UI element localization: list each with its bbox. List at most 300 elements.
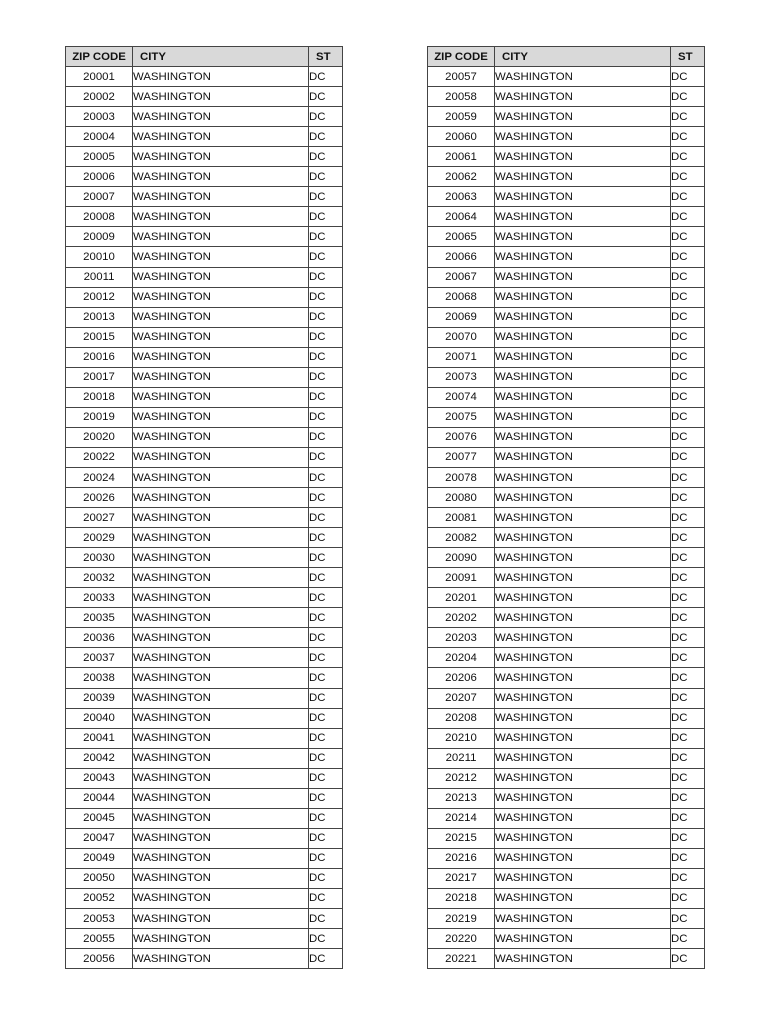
table-row [428,247,705,267]
zip-code-cell: 20024 [66,467,133,487]
table-row [428,848,705,868]
state-cell: DC [671,548,705,568]
table-row [428,528,705,548]
table-row [66,167,343,187]
zip-code-cell: 20027 [66,508,133,528]
state-cell: DC [309,327,343,347]
zip-table-left-body [66,67,343,969]
city-cell: WASHINGTON [133,728,309,748]
city-cell: WASHINGTON [495,367,671,387]
zip-code-cell: 20003 [66,107,133,127]
table-row [428,648,705,668]
state-cell: DC [671,588,705,608]
state-cell: DC [671,608,705,628]
state-cell: DC [309,788,343,808]
zip-code-cell: 20030 [66,548,133,568]
city-cell: WASHINGTON [133,708,309,728]
state-cell: DC [671,909,705,929]
zip-code-cell: 20066 [428,247,495,267]
city-cell: WASHINGTON [495,668,671,688]
zip-code-cell: 20057 [428,67,495,87]
zip-code-cell: 20005 [66,147,133,167]
city-cell: WASHINGTON [495,949,671,969]
zip-code-cell: 20082 [428,528,495,548]
state-cell: DC [671,207,705,227]
city-cell: WASHINGTON [133,788,309,808]
table-row [66,247,343,267]
state-cell: DC [671,688,705,708]
table-row [428,187,705,207]
city-header: CITY [133,47,309,67]
zip-code-cell: 20015 [66,327,133,347]
state-cell: DC [309,207,343,227]
table-row [66,708,343,728]
table-row [66,588,343,608]
city-cell: WASHINGTON [495,768,671,788]
city-cell: WASHINGTON [495,748,671,768]
city-cell: WASHINGTON [133,327,309,347]
city-cell: WASHINGTON [495,387,671,407]
city-cell: WASHINGTON [133,748,309,768]
zip-code-cell: 20201 [428,588,495,608]
state-cell: DC [309,67,343,87]
city-cell: WASHINGTON [495,227,671,247]
state-cell: DC [671,387,705,407]
city-cell: WASHINGTON [133,508,309,528]
city-cell: WASHINGTON [495,167,671,187]
city-cell: WASHINGTON [133,407,309,427]
zip-code-cell: 20020 [66,427,133,447]
city-cell: WASHINGTON [133,127,309,147]
zip-code-cell: 20011 [66,267,133,287]
city-cell: WASHINGTON [495,307,671,327]
city-cell: WASHINGTON [133,949,309,969]
state-cell: DC [671,808,705,828]
state-cell: DC [309,367,343,387]
zip-code-cell: 20218 [428,888,495,908]
city-cell: WASHINGTON [495,608,671,628]
table-row [66,307,343,327]
state-cell: DC [309,267,343,287]
table-row [428,929,705,949]
state-cell: DC [309,387,343,407]
state-cell: DC [309,588,343,608]
state-cell: DC [309,848,343,868]
city-cell: WASHINGTON [495,548,671,568]
state-cell: DC [309,447,343,467]
table-row [428,387,705,407]
city-cell: WASHINGTON [133,868,309,888]
city-cell: WASHINGTON [133,808,309,828]
state-cell: DC [309,307,343,327]
zip-code-cell: 20045 [66,808,133,828]
city-cell: WASHINGTON [495,67,671,87]
zip-code-cell: 20090 [428,548,495,568]
table-row [428,367,705,387]
state-cell: DC [671,267,705,287]
city-cell: WASHINGTON [495,427,671,447]
zip-code-cell: 20217 [428,868,495,888]
city-cell: WASHINGTON [495,909,671,929]
state-cell: DC [671,247,705,267]
city-cell: WASHINGTON [495,127,671,147]
state-cell: DC [671,949,705,969]
city-cell: WASHINGTON [495,407,671,427]
city-cell: WASHINGTON [133,347,309,367]
table-row [428,447,705,467]
city-cell: WASHINGTON [133,929,309,949]
city-cell: WASHINGTON [495,327,671,347]
zip-code-cell: 20210 [428,728,495,748]
state-cell: DC [671,848,705,868]
zip-code-cell: 20211 [428,748,495,768]
state-cell: DC [309,467,343,487]
state-cell: DC [309,107,343,127]
city-cell: WASHINGTON [495,147,671,167]
zip-code-cell: 20016 [66,347,133,367]
city-cell: WASHINGTON [133,828,309,848]
table-row [428,307,705,327]
state-cell: DC [309,147,343,167]
table-row [66,828,343,848]
city-cell: WASHINGTON [495,87,671,107]
zip-code-cell: 20009 [66,227,133,247]
zip-code-cell: 20008 [66,207,133,227]
city-cell: WASHINGTON [133,227,309,247]
state-cell: DC [671,467,705,487]
state-cell: DC [671,87,705,107]
zip-code-cell: 20001 [66,67,133,87]
state-cell: DC [671,187,705,207]
zip-code-cell: 20044 [66,788,133,808]
table-row [428,147,705,167]
table-row [66,568,343,588]
table-row [66,909,343,929]
city-cell: WASHINGTON [133,628,309,648]
table-row [66,488,343,508]
zip-code-cell: 20053 [66,909,133,929]
state-cell: DC [309,688,343,708]
zip-code-cell: 20061 [428,147,495,167]
zip-code-cell: 20041 [66,728,133,748]
table-row [428,287,705,307]
state-cell: DC [671,708,705,728]
state-cell: DC [309,929,343,949]
table-row [428,87,705,107]
table-row [66,888,343,908]
zip-code-cell: 20029 [66,528,133,548]
table-row [66,387,343,407]
state-cell: DC [671,568,705,588]
state-cell: DC [309,868,343,888]
zip-code-cell: 20069 [428,307,495,327]
city-cell: WASHINGTON [495,467,671,487]
city-cell: WASHINGTON [133,588,309,608]
city-cell: WASHINGTON [495,287,671,307]
zip-code-cell: 20018 [66,387,133,407]
zip-code-cell: 20012 [66,287,133,307]
zip-code-cell: 20203 [428,628,495,648]
zip-code-cell: 20202 [428,608,495,628]
state-cell: DC [671,447,705,467]
zip-code-header: ZIP CODE [66,47,133,67]
zip-code-cell: 20067 [428,267,495,287]
table-row [66,267,343,287]
zip-code-cell: 20091 [428,568,495,588]
table-row [66,367,343,387]
state-header: ST [309,47,343,67]
state-cell: DC [671,407,705,427]
zip-code-cell: 20063 [428,187,495,207]
city-cell: WASHINGTON [495,347,671,367]
zip-code-cell: 20059 [428,107,495,127]
zip-code-cell: 20215 [428,828,495,848]
table-row [66,788,343,808]
zip-code-cell: 20022 [66,447,133,467]
state-cell: DC [309,508,343,528]
city-cell: WASHINGTON [495,648,671,668]
state-cell: DC [671,427,705,447]
state-cell: DC [309,728,343,748]
zip-code-cell: 20013 [66,307,133,327]
zip-code-cell: 20070 [428,327,495,347]
table-row [66,427,343,447]
zip-code-cell: 20077 [428,447,495,467]
city-cell: WASHINGTON [495,828,671,848]
zip-code-cell: 20074 [428,387,495,407]
zip-code-cell: 20038 [66,668,133,688]
state-cell: DC [671,327,705,347]
zip-code-cell: 20065 [428,227,495,247]
state-cell: DC [309,127,343,147]
city-cell: WASHINGTON [133,909,309,929]
zip-code-cell: 20010 [66,247,133,267]
state-cell: DC [671,929,705,949]
zip-code-cell: 20043 [66,768,133,788]
city-cell: WASHINGTON [133,167,309,187]
state-cell: DC [309,888,343,908]
table-row [66,227,343,247]
table-row [66,147,343,167]
zip-code-cell: 20208 [428,708,495,728]
city-cell: WASHINGTON [133,147,309,167]
table-row [428,788,705,808]
state-cell: DC [309,949,343,969]
table-row [66,447,343,467]
state-cell: DC [671,307,705,327]
city-cell: WASHINGTON [495,888,671,908]
zip-code-cell: 20006 [66,167,133,187]
table-row [66,187,343,207]
zip-code-cell: 20220 [428,929,495,949]
city-cell: WASHINGTON [133,267,309,287]
zip-code-cell: 20214 [428,808,495,828]
zip-code-cell: 20073 [428,367,495,387]
table-row [428,207,705,227]
city-cell: WASHINGTON [495,107,671,127]
table-row [428,828,705,848]
state-cell: DC [671,888,705,908]
table-row [66,347,343,367]
state-cell: DC [309,808,343,828]
state-cell: DC [671,227,705,247]
zip-code-cell: 20042 [66,748,133,768]
table-row [428,728,705,748]
zip-code-cell: 20204 [428,648,495,668]
city-cell: WASHINGTON [133,447,309,467]
city-cell: WASHINGTON [495,868,671,888]
table-row [428,949,705,969]
city-cell: WASHINGTON [495,447,671,467]
state-cell: DC [309,407,343,427]
table-row [428,568,705,588]
table-row [66,668,343,688]
city-cell: WASHINGTON [495,808,671,828]
state-cell: DC [309,87,343,107]
table-row [66,608,343,628]
zip-code-cell: 20050 [66,868,133,888]
table-row [428,888,705,908]
state-cell: DC [309,488,343,508]
zip-code-cell: 20037 [66,648,133,668]
city-cell: WASHINGTON [133,87,309,107]
state-cell: DC [309,668,343,688]
city-cell: WASHINGTON [133,467,309,487]
city-cell: WASHINGTON [495,788,671,808]
city-cell: WASHINGTON [133,207,309,227]
state-cell: DC [671,347,705,367]
table-row [428,548,705,568]
zip-code-cell: 20056 [66,949,133,969]
state-cell: DC [309,287,343,307]
state-cell: DC [309,227,343,247]
table-row [66,508,343,528]
zip-code-cell: 20064 [428,207,495,227]
state-cell: DC [671,768,705,788]
zip-code-header: ZIP CODE [428,47,495,67]
zip-code-cell: 20055 [66,929,133,949]
zip-code-cell: 20017 [66,367,133,387]
zip-table-right-body [428,67,705,969]
header-row [66,47,343,67]
state-header: ST [671,47,705,67]
zip-code-cell: 20075 [428,407,495,427]
city-cell: WASHINGTON [495,728,671,748]
city-cell: WASHINGTON [133,387,309,407]
zip-code-cell: 20076 [428,427,495,447]
city-cell: WASHINGTON [133,688,309,708]
table-row [66,127,343,147]
table-row [428,688,705,708]
city-cell: WASHINGTON [495,708,671,728]
state-cell: DC [671,167,705,187]
zip-code-cell: 20033 [66,588,133,608]
table-row [428,628,705,648]
table-row [428,347,705,367]
state-cell: DC [671,127,705,147]
state-cell: DC [309,427,343,447]
state-cell: DC [309,708,343,728]
state-cell: DC [309,748,343,768]
table-row [66,929,343,949]
table-row [428,127,705,147]
zip-code-cell: 20081 [428,508,495,528]
table-row [66,548,343,568]
city-cell: WASHINGTON [495,588,671,608]
state-cell: DC [309,347,343,367]
city-cell: WASHINGTON [133,307,309,327]
table-row [428,768,705,788]
table-row [66,467,343,487]
zip-code-cell: 20040 [66,708,133,728]
table-row [428,267,705,287]
city-cell: WASHINGTON [133,488,309,508]
state-cell: DC [671,788,705,808]
state-cell: DC [671,528,705,548]
state-cell: DC [309,167,343,187]
table-row [66,207,343,227]
city-cell: WASHINGTON [495,187,671,207]
city-cell: WASHINGTON [133,287,309,307]
table-row [66,748,343,768]
state-cell: DC [309,187,343,207]
zip-code-cell: 20004 [66,127,133,147]
zip-code-cell: 20007 [66,187,133,207]
table-row [428,427,705,447]
table-row [428,808,705,828]
state-cell: DC [671,287,705,307]
city-cell: WASHINGTON [133,528,309,548]
city-cell: WASHINGTON [495,568,671,588]
city-cell: WASHINGTON [133,848,309,868]
city-cell: WASHINGTON [495,508,671,528]
city-cell: WASHINGTON [495,688,671,708]
zip-code-cell: 20078 [428,467,495,487]
zip-code-cell: 20071 [428,347,495,367]
city-cell: WASHINGTON [495,628,671,648]
state-cell: DC [671,648,705,668]
state-cell: DC [309,648,343,668]
state-cell: DC [671,508,705,528]
city-cell: WASHINGTON [133,367,309,387]
city-cell: WASHINGTON [133,608,309,628]
zip-code-cell: 20206 [428,668,495,688]
table-row [428,488,705,508]
table-row [66,728,343,748]
table-row [66,628,343,648]
state-cell: DC [309,608,343,628]
zip-code-cell: 20216 [428,848,495,868]
state-cell: DC [671,728,705,748]
table-row [428,909,705,929]
state-cell: DC [671,668,705,688]
table-row [66,287,343,307]
table-row [428,107,705,127]
state-cell: DC [309,247,343,267]
zip-code-cell: 20068 [428,287,495,307]
state-cell: DC [671,147,705,167]
city-cell: WASHINGTON [133,548,309,568]
table-row [428,508,705,528]
table-row [66,327,343,347]
table-row [66,949,343,969]
city-cell: WASHINGTON [495,848,671,868]
state-cell: DC [671,748,705,768]
table-row [66,407,343,427]
city-cell: WASHINGTON [133,187,309,207]
city-header: CITY [495,47,671,67]
table-row [428,588,705,608]
